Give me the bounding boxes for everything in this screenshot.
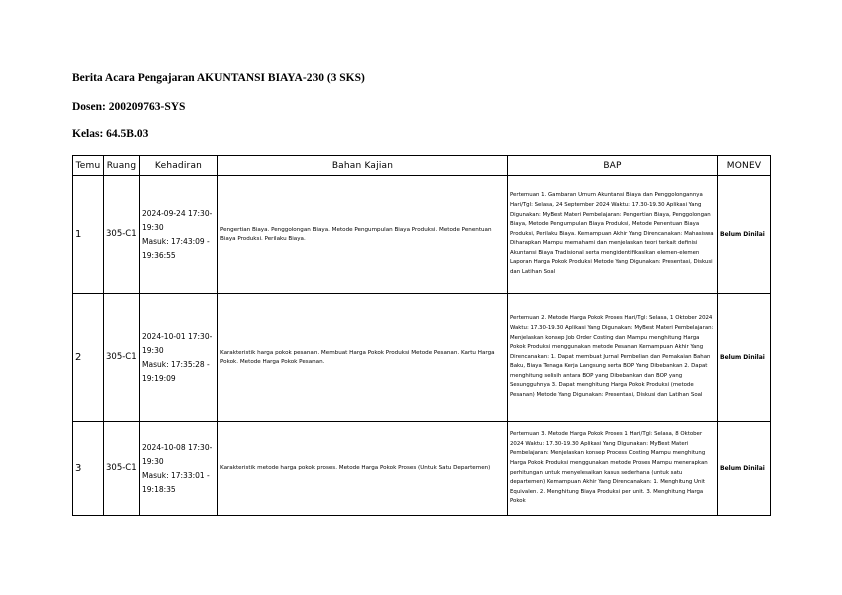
schedule-time: 2024-09-24 17:30-19:30 (142, 208, 213, 232)
table-header-row (73, 156, 771, 176)
table-row (73, 294, 771, 422)
monev-status: Belum Dinilai (718, 294, 771, 422)
attendance-time: Masuk: 17:33:01 - 19:18:35 (142, 470, 210, 494)
col-header-bahan-kajian: Bahan Kajian (218, 156, 508, 176)
table-row (73, 176, 771, 294)
ruang-cell: 305-C1 (104, 422, 140, 516)
col-header-kehadiran: Kehadiran (140, 156, 218, 176)
lecturer-line: Dosen: 200209763-SYS (72, 101, 186, 113)
kehadiran-cell (140, 422, 218, 516)
col-header-temu: Temu (73, 156, 104, 176)
bahan-kajian-cell: Karakteristik harga pokok pesanan. Membuat Harga Pokok Produksi Metode Pesanan. Kartu Harga Pokok. Metode Harga Pokok Pesanan. (218, 294, 508, 422)
attendance-time: Masuk: 17:35:28 - 19:19:09 (142, 359, 210, 383)
attendance-time: Masuk: 17:43:09 - 19:36:55 (142, 236, 210, 260)
bahan-kajian-cell: Karakteristik metode harga pokok proses. Metode Harga Pokok Proses (Untuk Satu Departemen) (218, 422, 508, 516)
monev-status: Belum Dinilai (718, 422, 771, 516)
schedule-time: 2024-10-08 17:30-19:30 (142, 442, 213, 466)
table-row (73, 422, 771, 516)
temu-cell: 1 (73, 176, 104, 294)
kehadiran-cell (140, 294, 218, 422)
col-header-ruang: Ruang (104, 156, 140, 176)
col-header-bap: BAP (508, 156, 718, 176)
bap-cell: Pertemuan 3. Metode Harga Pokok Proses 1 Hari/Tgl: Selasa, 8 Oktober 2024 Waktu: 17.30-19.30 Aplikasi Yang Digunakan: MyBest Materi Pembelajaran: Menjelaskan konsep Process Costing Mampu menghitung Harga Pokok Produksi menggunakan metode Proses Mampu menerapkan perhitungan untuk menyelesaikan kasus sederhana (untuk satu departemen) Kemampuan Akhir Yang Direncanakan: 1. Menghitung Unit Equivalen. 2. Menghitung Biaya Produksi per unit. 3. Menghitung Harga Pokok (508, 422, 718, 516)
monev-status: Belum Dinilai (718, 176, 771, 294)
ruang-cell: 305-C1 (104, 176, 140, 294)
col-header-monev: MONEV (718, 156, 771, 176)
bahan-kajian-cell: Pengertian Biaya. Penggolongan Biaya. Metode Pengumpulan Biaya Produksi. Metode Penentuan Biaya Produksi. Perilaku Biaya. (218, 176, 508, 294)
bap-cell: Pertemuan 2. Metode Harga Pokok Proses Hari/Tgl: Selasa, 1 Oktober 2024 Waktu: 17.30-19.30 Aplikasi Yang Digunakan: MyBest Materi Pembelajaran: Menjelaskan konsep Job Order Costing dan Mampu menghitung Harga Pokok Produksi menggunakan metode Pesanan Kemampuan Akhir Yang Direncanakan: 1. Dapat membuat Jurnal Pembelian dan Pemakaian Bahan Baku, Biaya Tenaga Kerja Langsung serta BOP Yang Dibebankan 2. Dapat menghitung selisih antara BOP yang Dibebankan dan BOP yang Sesungguhnya 3. Dapat menghitung Harga Pokok Produksi (metode Pesanan) Metode Yang Digunakan: Presentasi, Diskusi dan Latihan Soal (508, 294, 718, 422)
schedule-time: 2024-10-01 17:30-19:30 (142, 331, 213, 355)
temu-cell: 3 (73, 422, 104, 516)
temu-cell: 2 (73, 294, 104, 422)
document-title: Berita Acara Pengajaran AKUNTANSI BIAYA-230 (3 SKS) (72, 72, 365, 84)
class-line: Kelas: 64.5B.03 (72, 128, 149, 140)
bap-cell: Pertemuan 1. Gambaran Umum Akuntansi Biaya dan Penggolongannya Hari/Tgl: Selasa, 24 September 2024 Waktu: 17.30-19.30 Aplikasi Yang Digunakan: MyBest Materi Pembelajaran: Pengertian Biaya, Penggolongan Biaya, Metode Pengumpulan Biaya Produksi, Metode Penentuan Biaya Produksi, Perilaku Biaya. Kemampuan Akhir Yang Direncanakan: Mahasiswa Diharapkan Mampu memahami dan menjelaskan teori terkait definisi Akuntansi Biaya Tradisional serta mengidentifikasikan elemen-elemen Laporan Harga Pokok Produksi Metode Yang Digunakan: Presentasi, Diskusi dan Latihan Soal (508, 176, 718, 294)
ruang-cell: 305-C1 (104, 294, 140, 422)
bap-table (72, 155, 771, 516)
kehadiran-cell (140, 176, 218, 294)
